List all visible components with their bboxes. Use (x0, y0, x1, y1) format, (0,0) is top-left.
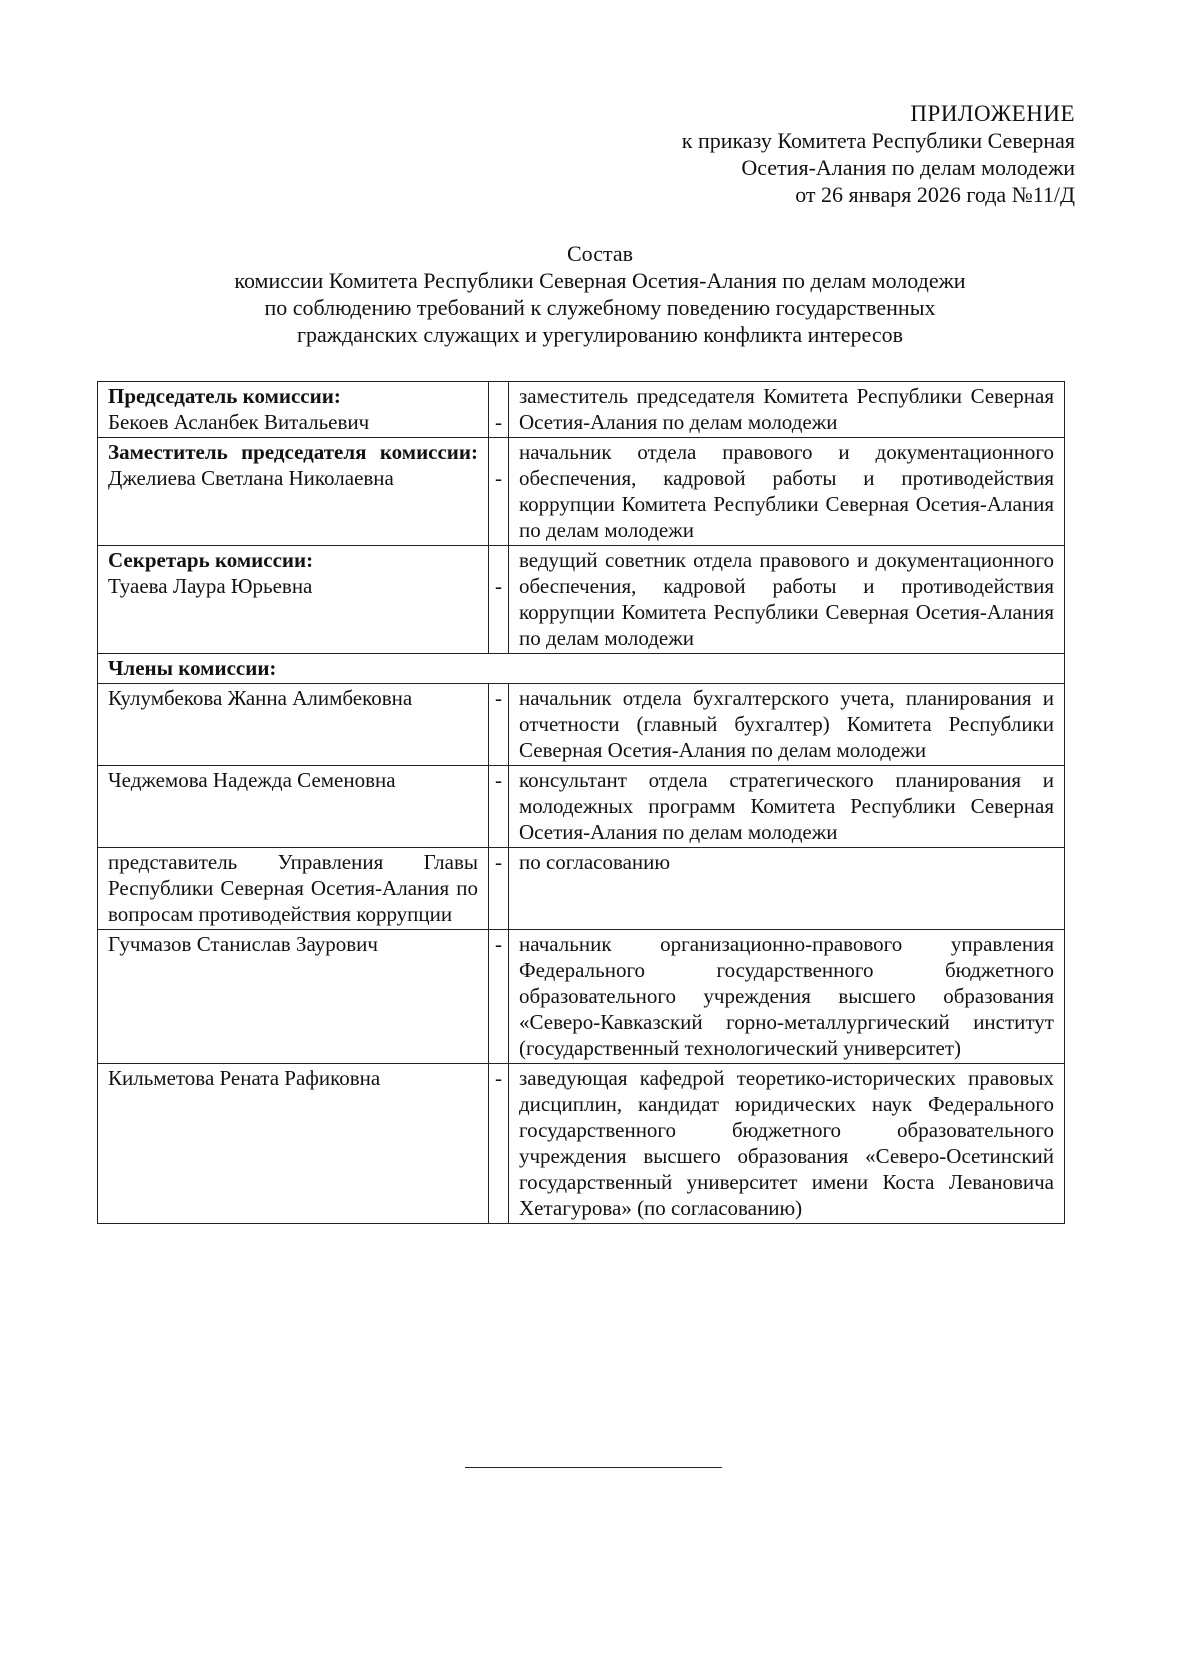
position-description: консультант отдела стратегического планирования и молодежных программ Комитета Республики Северная Осетия-Алания по делам молодежи (509, 766, 1065, 848)
table-row-members-heading (98, 654, 1065, 684)
table-row-chair (98, 382, 1065, 438)
cell-dash (489, 438, 509, 546)
heading-line-3: по соблюдению требований к служебному поведению государственных (264, 295, 936, 320)
table-row (98, 684, 1065, 766)
closing-rule (465, 1467, 722, 1468)
appendix-title: ПРИЛОЖЕНИЕ (910, 101, 1075, 126)
position-description: ведущий советник отдела правового и документационного обеспечения, кадровой работы и противодействия коррупции Комитета Республики Северная Осетия-Алания по делам молодежи (509, 546, 1065, 654)
cell-member (98, 546, 489, 654)
dash-mark: - (495, 410, 502, 434)
position-description: заместитель председателя Комитета Республики Северная Осетия-Алания по делам молодежи (509, 382, 1065, 438)
dash-mark: - (495, 574, 502, 598)
dash-mark: - (489, 848, 509, 930)
table-row (98, 930, 1065, 1064)
cell-member (98, 382, 489, 438)
person-name: Кулумбекова Жанна Алимбековна (98, 684, 489, 766)
person-name: Туаева Лаура Юрьевна (108, 574, 313, 598)
table-row-secretary (98, 546, 1065, 654)
person-name: Кильметова Рената Рафиковна (98, 1064, 489, 1224)
appendix-line-1: к приказу Комитета Республики Северная (681, 128, 1075, 153)
person-name: Бекоев Асланбек Витальевич (108, 410, 370, 434)
position-description: начальник отдела правового и документационного обеспечения, кадровой работы и противодействия коррупции Комитета Республики Северная Осетия-Алания по делам молодежи (509, 438, 1065, 546)
dash-mark: - (489, 684, 509, 766)
cell-dash (489, 382, 509, 438)
table-row (98, 848, 1065, 930)
role-label: Секретарь комиссии: (108, 548, 314, 572)
position-description: начальник организационно-правового управления Федерального государственного бюджетного образовательного учреждения высшего образования «Северо-Кавказский горно-металлургический институт (государственный технологический университет) (509, 930, 1065, 1064)
heading-line-2: комиссии Комитета Республики Северная Осетия-Алания по делам молодежи (234, 268, 966, 293)
commission-table (97, 381, 1065, 1224)
table-row (98, 1064, 1065, 1224)
person-name: Гучмазов Станислав Заурович (98, 930, 489, 1064)
appendix-block (682, 100, 1075, 208)
table-row-deputy (98, 438, 1065, 546)
heading-line-4: гражданских служащих и урегулированию конфликта интересов (296, 322, 903, 347)
table-row (98, 766, 1065, 848)
person-name: представитель Управления Главы Республики Северная Осетия-Алания по вопросам противодействия коррупции (98, 848, 489, 930)
role-label: Председатель комиссии: (108, 384, 341, 408)
cell-dash (489, 546, 509, 654)
appendix-line-2: Осетия-Алания по делам молодежи (741, 155, 1075, 180)
position-description: начальник отдела бухгалтерского учета, планирования и отчетности (главный бухгалтер) Комитета Республики Северная Осетия-Алания по делам молодежи (509, 684, 1065, 766)
heading-line-1: Состав (566, 241, 634, 266)
dash-mark: - (489, 1064, 509, 1224)
dash-mark: - (489, 930, 509, 1064)
person-name: Джелиева Светлана Николаевна (108, 466, 394, 490)
person-name: Чеджемова Надежда Семеновна (98, 766, 489, 848)
dash-mark: - (489, 766, 509, 848)
appendix-line-3: от 26 января 2026 года №11/Д (795, 182, 1075, 207)
role-label: Заместитель председателя комиссии: (108, 440, 478, 464)
cell-member (98, 438, 489, 546)
document-heading (0, 240, 1200, 348)
members-label: Члены комиссии: (98, 654, 1065, 684)
position-description: по согласованию (509, 848, 1065, 930)
position-description: заведующая кафедрой теоретико-исторических правовых дисциплин, кандидат юридических наук Федерального государственного бюджетного образовательного учреждения высшего образования «Северо-Осетинский государственный университет имени Коста Левановича Хетагурова» (по согласованию) (509, 1064, 1065, 1224)
dash-mark: - (495, 466, 502, 490)
